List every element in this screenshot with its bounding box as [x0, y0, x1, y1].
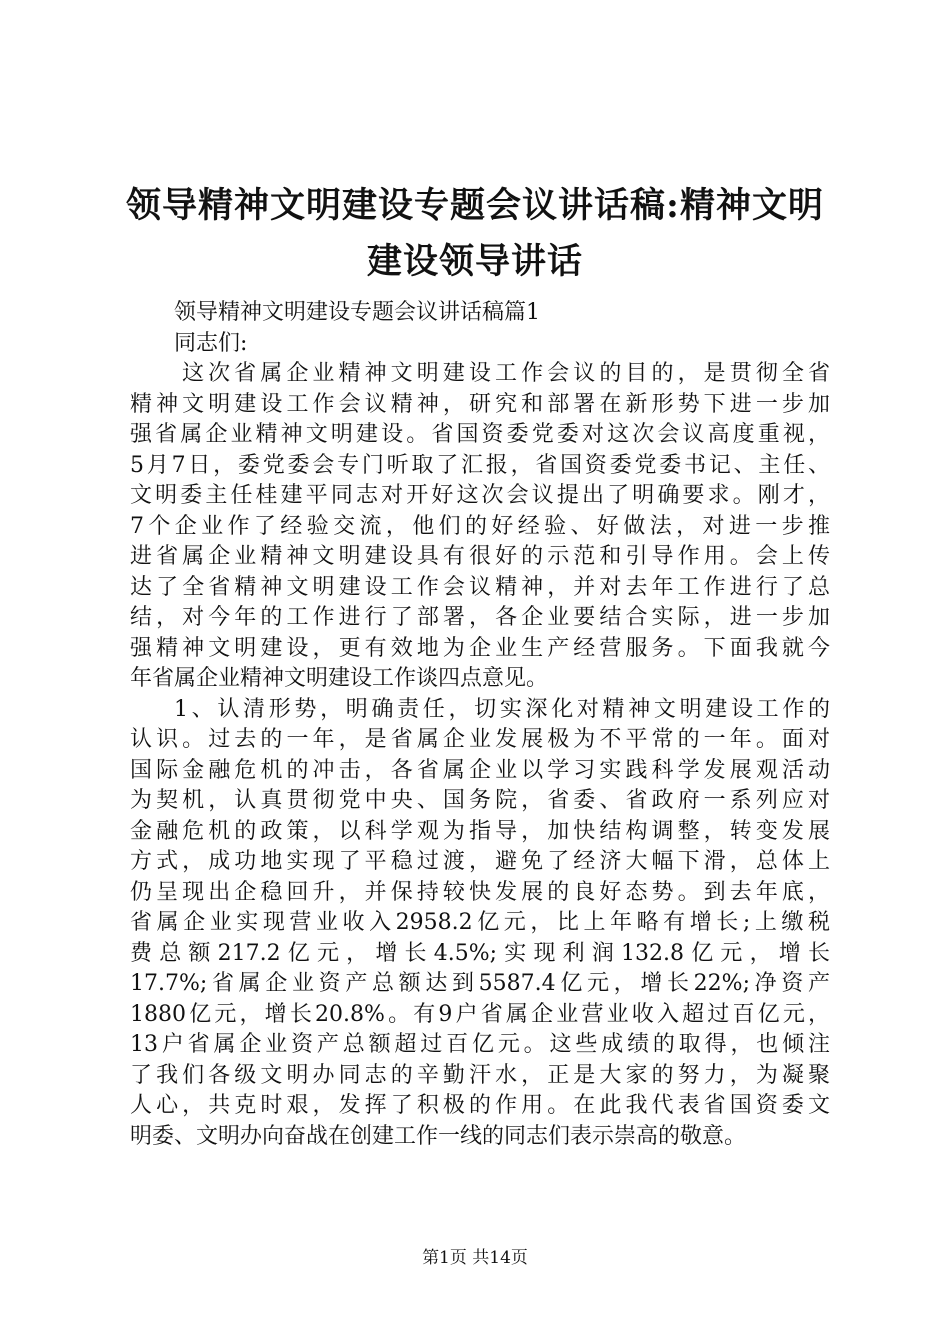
paragraph-line: 金融危机的政策，以科学观为指导，加快结构调整，转变发展: [130, 818, 830, 844]
paragraph-line: 这次省属企业精神文明建设工作会议的目的，是贯彻全省: [182, 361, 830, 386]
title-line-2: 建设领导讲话: [366, 241, 583, 282]
paragraph-1: [130, 359, 830, 695]
paragraph-line: 强精神文明建设，更有效地为企业生产经营服务。下面我就今: [130, 635, 830, 661]
greeting: 同志们:: [174, 330, 248, 356]
paragraph-line: 13户省属企业资产总额超过百亿元。这些成绩的取得，也倾注: [130, 1032, 830, 1057]
paragraph-line: 达了全省精神文明建设工作会议精神，并对去年工作进行了总: [130, 574, 830, 600]
paragraph-2: [130, 695, 830, 1153]
paragraph-line: 强省属企业精神文明建设。省国资委党委对这次会议高度重视，: [130, 422, 830, 447]
paragraph-line: 了我们各级文明办同志的辛勤汗水，正是大家的努力，为凝聚: [130, 1062, 830, 1088]
document-title: [120, 178, 830, 290]
paragraph-line: 认识。过去的一年，是省属企业发展极为不平常的一年。面对: [130, 727, 830, 752]
paragraph-line: 1、认清形势，明确责任，切实深化对精神文明建设工作的: [174, 696, 830, 722]
paragraph-line: 1880亿元，增长20.8%。有9户省属企业营业收入超过百亿元，: [130, 1001, 830, 1027]
paragraph-line: 文明委主任桂建平同志对开好这次会议提出了明确要求。刚才，: [130, 483, 830, 508]
paragraph-line: 7个企业作了经验交流，他们的好经验、好做法，对进一步推: [130, 513, 830, 539]
paragraph-line: 精神文明建设工作会议精神，研究和部署在新形势下进一步加: [130, 391, 830, 417]
title-line-1: 领导精神文明建设专题会议讲话稿:精神文明: [126, 185, 824, 226]
paragraph-line: 为契机，认真贯彻党中央、国务院，省委、省政府一系列应对: [130, 788, 830, 813]
paragraph-line: 明委、文明办向奋战在创建工作一线的同志们表示崇高的敬意。: [130, 1123, 747, 1149]
page-footer: 第1页 共14页: [422, 1248, 528, 1268]
paragraph-line: 国际金融危机的冲击，各省属企业以学习实践科学发展观活动: [130, 757, 830, 783]
paragraph-line: 仍呈现出企稳回升，并保持较快发展的良好态势。到去年底，: [130, 879, 830, 905]
paragraph-line: 5月7日，委党委会专门听取了汇报，省国资委党委书记、主任、: [130, 452, 830, 478]
paragraph-line: 费总额217.2亿元，增长4.5%;实现利润132.8亿元，增长: [130, 940, 830, 966]
paragraph-line: 人心，共克时艰，发挥了积极的作用。在此我代表省国资委文: [130, 1093, 830, 1118]
paragraph-line: 17.7%;省属企业资产总额达到5587.4亿元，增长22%;净资产: [130, 971, 830, 996]
section-heading: 领导精神文明建设专题会议讲话稿篇1: [174, 300, 540, 325]
paragraph-line: 省属企业实现营业收入2958.2亿元，比上年略有增长;上缴税: [130, 910, 830, 935]
paragraph-line: 结，对今年的工作进行了部署，各企业要结合实际，进一步加: [130, 605, 830, 630]
document-body: [130, 298, 830, 1152]
paragraph-line: 方式，成功地实现了平稳过渡，避免了经济大幅下滑，总体上: [130, 849, 830, 874]
paragraph-line: 进省属企业精神文明建设具有很好的示范和引导作用。会上传: [130, 544, 830, 569]
paragraph-line: 年省属企业精神文明建设工作谈四点意见。: [130, 666, 549, 691]
